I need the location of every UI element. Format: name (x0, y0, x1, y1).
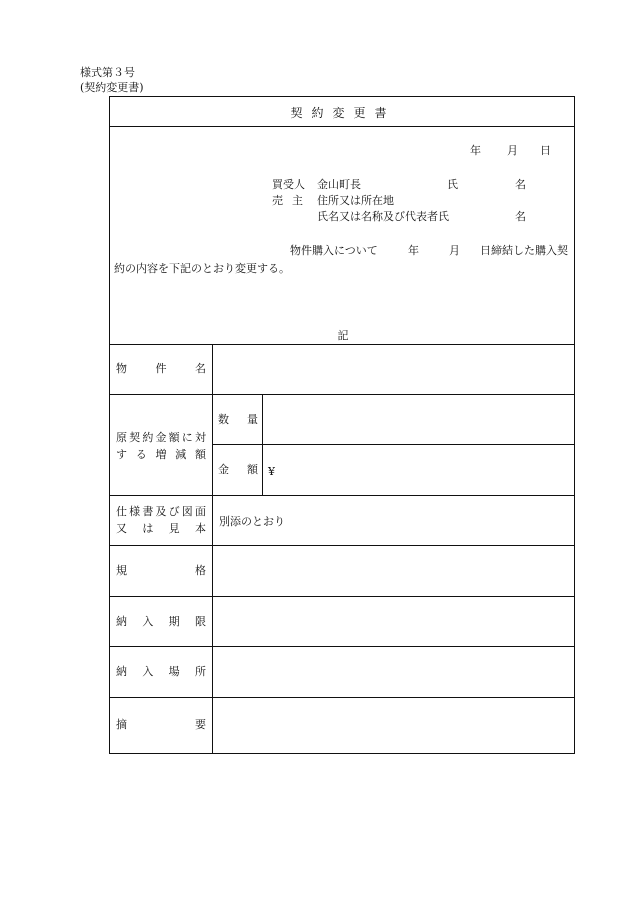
label-char: 物 (116, 362, 127, 375)
label-char: 増 (155, 448, 167, 461)
label-char: 様 (129, 505, 141, 518)
spec-label (116, 506, 206, 540)
body-text-line2: 約の内容を下記のとおり変更する。 (114, 262, 290, 275)
standard-label (116, 565, 206, 576)
label-char: 納 (116, 615, 127, 628)
contract-change-form (109, 96, 575, 754)
label-char: 及 (155, 505, 167, 518)
label-char: す (116, 448, 127, 461)
remarks-label (116, 719, 206, 730)
label-char: 契 (129, 431, 141, 444)
label-char: 量 (247, 413, 258, 426)
label-char: 要 (195, 718, 206, 731)
label-char: 名 (195, 362, 206, 375)
amount-value: ¥ (268, 465, 275, 478)
spec-value: 別添のとおり (219, 515, 285, 528)
label-char: 減 (175, 448, 187, 461)
delivery-place-label (116, 666, 206, 677)
spec-label-line2 (116, 523, 206, 534)
label-char: 数 (218, 413, 229, 426)
label-char: 面 (194, 505, 206, 518)
label-char: 書 (142, 505, 154, 518)
label-char: 本 (194, 522, 206, 535)
contract-change-label-line1 (116, 432, 206, 443)
label-char: 金 (155, 431, 167, 444)
row-divider-place (110, 646, 574, 647)
row-divider-standard (110, 545, 574, 546)
label-char: 約 (142, 431, 154, 444)
seller-mei-label: 名 (515, 210, 526, 223)
label-char: 規 (116, 564, 127, 577)
row-divider-deadline (110, 596, 574, 597)
label-char: 対 (194, 431, 206, 444)
label-char: 摘 (116, 718, 127, 731)
row-divider-quantity (212, 444, 574, 445)
label-char: 仕 (116, 505, 127, 518)
form-number: 様式第３号 (80, 66, 135, 79)
label-char: 場 (168, 665, 180, 678)
buyer-role-label: 買受人 (272, 178, 305, 191)
amount-label (218, 464, 258, 475)
row-divider-item-name (110, 344, 574, 345)
body-text-purchase: 物件購入について (290, 244, 378, 257)
date-year-label: 年 (470, 144, 481, 157)
contract-change-label-line2 (116, 449, 206, 460)
label-char: 見 (168, 522, 180, 535)
label-char: 限 (194, 615, 206, 628)
label-char: 期 (168, 615, 180, 628)
label-char: 額 (247, 463, 258, 476)
document-title: 契約変更書 (290, 106, 396, 120)
date-month-label: 月 (507, 144, 518, 157)
form-subtitle: (契約変更書) (80, 81, 144, 94)
buyer-name: 金山町長 (317, 178, 361, 191)
label-char: る (135, 448, 147, 461)
row-divider-remarks (110, 697, 574, 698)
item-name-label (116, 363, 206, 374)
seller-role-label: 売主 (272, 194, 312, 207)
label-char: 件 (155, 362, 167, 375)
label-char: 原 (116, 431, 127, 444)
quantity-label (218, 414, 258, 425)
label-char: 図 (181, 505, 193, 518)
date-day-label: 日 (540, 144, 551, 157)
row-divider-change (110, 394, 574, 395)
contract-change-label (116, 432, 206, 466)
row-divider-spec (110, 495, 574, 496)
buyer-mei-label: 名 (515, 178, 526, 191)
spec-label-line1 (116, 506, 206, 517)
body-text-day-contract: 日締結した購入契 (480, 244, 568, 257)
ki-heading: 記 (337, 329, 349, 342)
label-char: び (168, 505, 180, 518)
label-char: 金 (218, 463, 229, 476)
body-text-month: 月 (449, 244, 460, 257)
label-char: 入 (142, 615, 154, 628)
label-char: は (142, 522, 154, 535)
label-char: 額 (168, 431, 180, 444)
label-char: 入 (142, 665, 154, 678)
buyer-shi-label: 氏 (447, 178, 458, 191)
label-char: 所 (194, 665, 206, 678)
label-column-divider (212, 344, 213, 753)
body-text-year: 年 (408, 244, 419, 257)
label-char: に (181, 431, 193, 444)
delivery-deadline-label (116, 616, 206, 627)
title-divider (110, 126, 574, 127)
label-char: 額 (195, 448, 206, 461)
label-char: 又 (116, 522, 127, 535)
label-char: 納 (116, 665, 127, 678)
seller-address-label: 住所又は所在地 (317, 194, 394, 207)
seller-name-label: 氏名又は名称及び代表者氏 (317, 210, 449, 223)
sub-label-column-divider (262, 394, 263, 495)
label-char: 格 (195, 564, 206, 577)
